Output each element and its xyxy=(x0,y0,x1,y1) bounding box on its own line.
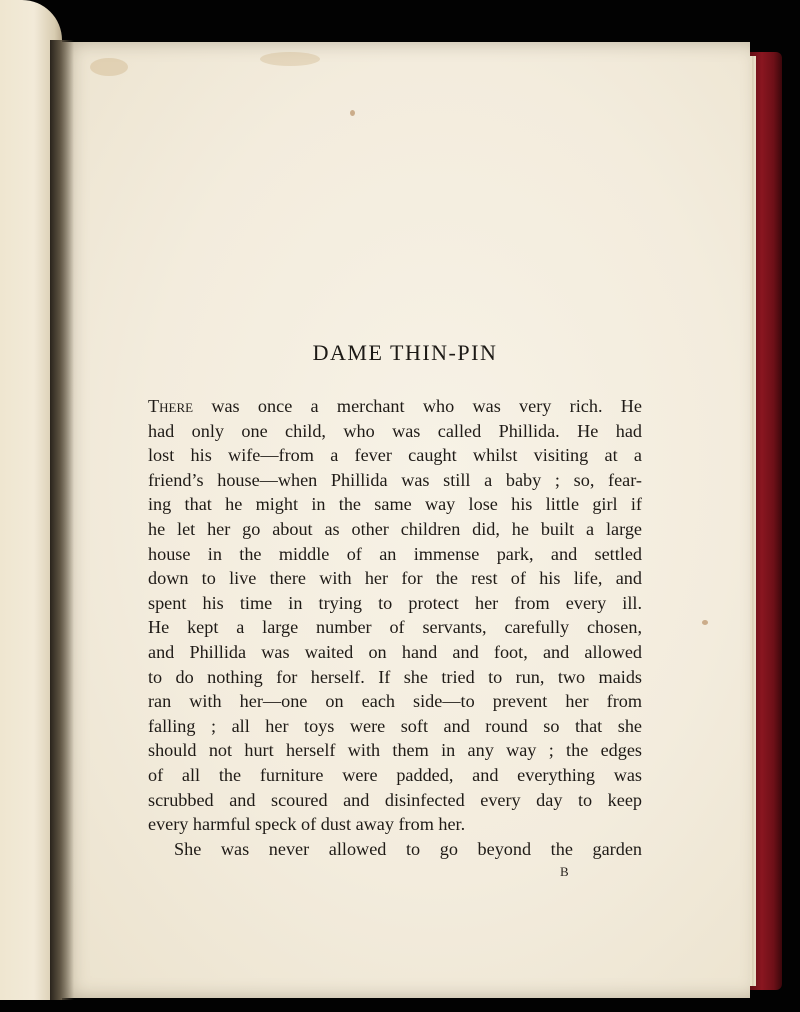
text-line: should not hurt herself with them in any way ; the edges xyxy=(148,740,642,761)
text-line: every harmful speck of dust away from her. xyxy=(148,814,466,835)
text-line: he let her go about as other children did, he built a large xyxy=(148,518,642,539)
opening-word: There xyxy=(148,396,194,416)
body-text xyxy=(148,394,642,861)
text-line: of all the furniture were padded, and everything was xyxy=(148,764,642,785)
foxing-spot xyxy=(90,58,128,76)
book-page xyxy=(60,42,750,998)
text-line: ran with her—one on each side—to prevent her from xyxy=(148,691,642,712)
text-line: She was never allowed to go beyond the garden xyxy=(174,838,642,859)
text-line: had only one child, who was called Phillida. He had xyxy=(148,420,642,441)
text-line: to do nothing for herself. If she tried to run, two maids xyxy=(148,666,642,687)
foxing-spot xyxy=(350,110,355,116)
chapter-title: DAME THIN-PIN xyxy=(312,340,498,365)
text-line: falling ; all her toys were soft and round so that she xyxy=(148,715,642,736)
book-gutter-shadow xyxy=(50,40,74,1000)
text-line: scrubbed and scoured and disinfected every day to keep xyxy=(148,789,642,810)
signature-mark: B xyxy=(560,864,569,879)
text-line: house in the middle of an immense park, and settled xyxy=(148,543,642,564)
foxing-spot xyxy=(260,52,320,66)
text-line: down to live there with her for the rest of his life, and xyxy=(148,568,642,589)
text-line: friend’s house—when Phillida was still a baby ; so, fear- xyxy=(148,469,642,490)
text-line: ing that he might in the same way lose his little girl if xyxy=(148,494,642,515)
text-line: There was once a merchant who was very rich. He xyxy=(148,396,642,416)
text-line: He kept a large number of servants, carefully chosen, xyxy=(148,617,642,638)
text-line: and Phillida was waited on hand and foot, and allowed xyxy=(148,641,642,662)
foxing-spot xyxy=(702,620,708,625)
text-line: lost his wife—from a fever caught whilst visiting at a xyxy=(148,445,642,466)
text-line: spent his time in trying to protect her from every ill. xyxy=(148,592,642,613)
